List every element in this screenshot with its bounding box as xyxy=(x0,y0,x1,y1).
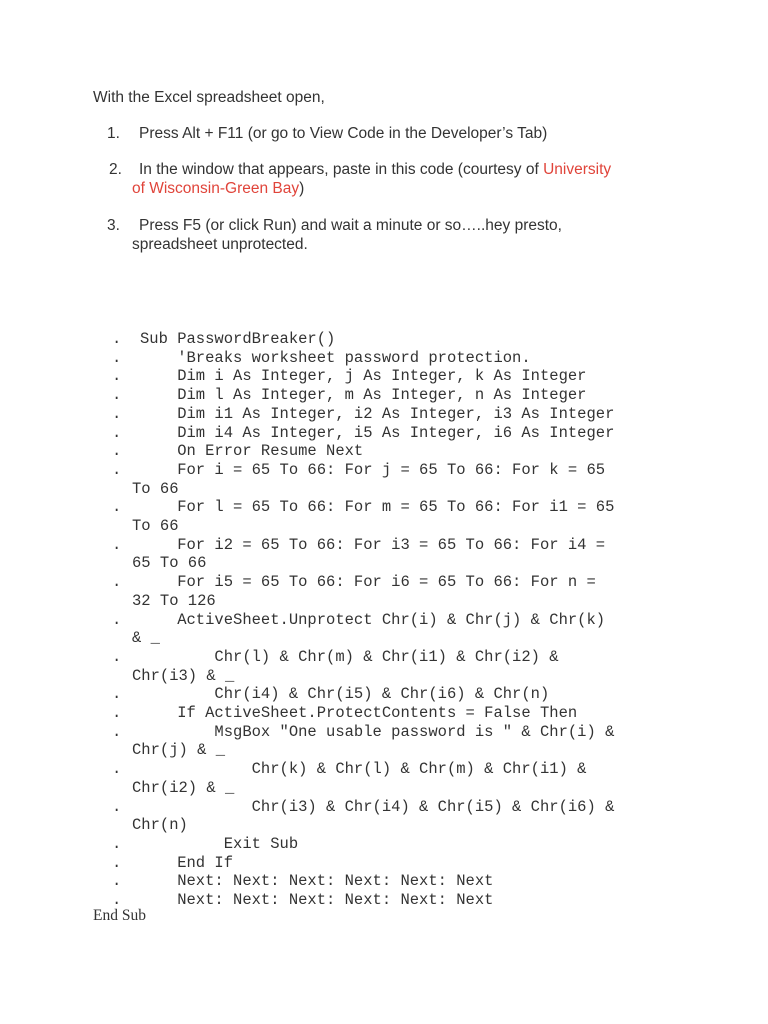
code-line: 'Breaks worksheet password protection. xyxy=(140,348,531,367)
code-line: Dim i4 As Integer, i5 As Integer, i6 As Integer xyxy=(140,423,615,442)
code-bullet: . xyxy=(112,722,122,741)
code-line: For i5 = 65 To 66: For i6 = 65 To 66: For n = xyxy=(140,573,596,592)
code-bullet: . xyxy=(112,404,122,423)
code-line: Chr(i3) & Chr(i4) & Chr(i5) & Chr(i6) & xyxy=(140,797,615,816)
code-bullet: . xyxy=(112,760,122,779)
step-text-line2 xyxy=(132,179,304,198)
code-line: 65 To 66 xyxy=(132,554,207,573)
code-line: Chr(n) xyxy=(132,816,188,835)
code-line: To 66 xyxy=(132,479,179,498)
code-line: If ActiveSheet.ProtectContents = False Then xyxy=(140,704,578,722)
code-bullet: . xyxy=(112,704,122,722)
code-line: MsgBox "One usable password is " & Chr(i) & xyxy=(140,722,615,741)
code-bullet: . xyxy=(112,330,122,348)
code-line: Next: Next: Next: Next: Next: Next xyxy=(140,872,494,891)
university-link-cont[interactable]: of Wisconsin-Green Bay xyxy=(132,180,300,197)
code-bullet: . xyxy=(112,853,122,872)
step-text-part: ) xyxy=(299,180,305,197)
code-line: For i2 = 65 To 66: For i3 = 65 To 66: For i4 = xyxy=(140,535,606,554)
code-line: Chr(l) & Chr(m) & Chr(i1) & Chr(i2) & xyxy=(140,647,559,666)
code-bullet: . xyxy=(112,834,122,853)
code-line: & _ xyxy=(132,629,160,648)
step-text-line1: Press F5 (or click Run) and wait a minute or so…..hey presto, xyxy=(139,217,562,234)
code-bullet: . xyxy=(112,442,122,461)
code-bullet: . xyxy=(112,797,122,816)
code-bullet: . xyxy=(112,498,122,517)
code-bullet: . xyxy=(112,535,122,554)
code-bullet: . xyxy=(112,386,122,405)
code-bullet: . xyxy=(112,685,122,704)
code-bullet: . xyxy=(112,423,122,442)
code-line: For l = 65 To 66: For m = 65 To 66: For i1 = 65 xyxy=(140,498,615,517)
code-line: Dim i1 As Integer, i2 As Integer, i3 As Integer xyxy=(140,404,615,423)
code-line: Dim l As Integer, m As Integer, n As Integer xyxy=(140,386,587,405)
end-sub-text: End Sub xyxy=(93,907,146,924)
code-line: End If xyxy=(140,853,234,872)
code-line: On Error Resume Next xyxy=(140,442,364,461)
code-line: Dim i As Integer, j As Integer, k As Integer xyxy=(140,367,587,386)
code-line: Chr(i2) & _ xyxy=(132,778,235,797)
step-text xyxy=(132,216,694,253)
code-line: Chr(k) & Chr(l) & Chr(m) & Chr(i1) & xyxy=(140,760,587,779)
intro-text: With the Excel spreadsheet open, xyxy=(93,89,325,106)
step-text: Press Alt + F11 (or go to View Code in the Developer’s Tab) xyxy=(139,125,548,142)
code-line: Chr(j) & _ xyxy=(132,741,226,760)
code-bullet: . xyxy=(112,573,122,592)
code-bullet: . xyxy=(112,367,122,386)
code-bullet: . xyxy=(112,872,122,891)
code-line: Next: Next: Next: Next: Next: Next xyxy=(140,891,494,909)
code-line: Chr(i3) & _ xyxy=(132,666,235,685)
code-line: Sub PasswordBreaker() xyxy=(140,330,336,348)
code-bullet: . xyxy=(112,610,122,629)
code-line: Chr(i4) & Chr(i5) & Chr(i6) & Chr(n) xyxy=(140,685,550,704)
code-line: To 66 xyxy=(132,517,179,535)
step-number: 1. xyxy=(107,125,120,142)
code-bullet: . xyxy=(112,891,122,909)
code-line: Exit Sub xyxy=(140,834,299,853)
step-text xyxy=(132,160,694,197)
code-line: ActiveSheet.Unprotect Chr(i) & Chr(j) & Chr(k) xyxy=(140,610,606,629)
code-line: For i = 65 To 66: For j = 65 To 66: For k = 65 xyxy=(140,460,606,479)
step-number: 2. xyxy=(109,161,122,178)
step-number: 3. xyxy=(107,217,120,234)
step-text-line2: spreadsheet unprotected. xyxy=(132,236,308,253)
code-bullet: . xyxy=(112,647,122,666)
code-bullet: . xyxy=(112,348,122,367)
step-text-part: In the window that appears, paste in this code (courtesy of xyxy=(139,161,544,178)
code-bullet: . xyxy=(112,460,122,479)
university-link[interactable]: University xyxy=(543,161,612,178)
code-line: 32 To 126 xyxy=(132,591,216,610)
